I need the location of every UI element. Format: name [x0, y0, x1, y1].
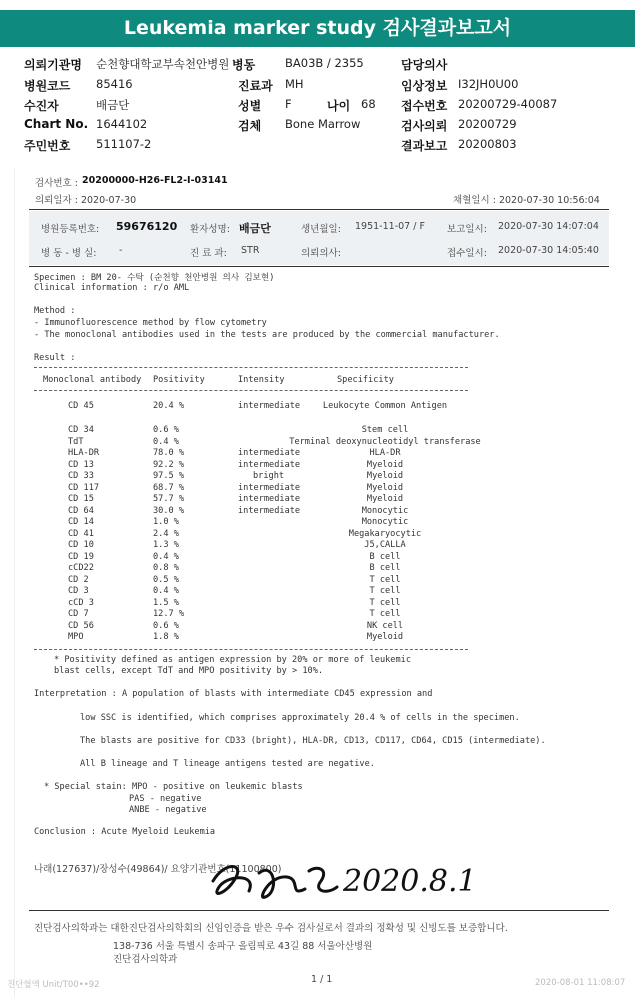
positivity-cell: 97.5 % [153, 471, 185, 481]
exam-no: 20200000-H26-FL2-I-03141 [82, 175, 228, 186]
specificity-cell: T cell [369, 609, 401, 619]
field-label-hospital-code: 병원코드 [24, 79, 71, 93]
specificity-cell: Myeloid [366, 494, 404, 504]
field-value-resident-no: 511107-2 [96, 137, 152, 151]
antibody-cell: TdT [68, 436, 84, 447]
ward-label: 병 동 - 병 실: [41, 248, 97, 259]
positivity-cell: 20.4 % [153, 401, 185, 411]
antibody-cell: CD 15 [68, 494, 94, 504]
specificity-cell: NK cell [366, 620, 404, 631]
clinical-line: Clinical information : r/o AML [34, 283, 190, 293]
antibody-cell: CD 14 [68, 517, 94, 527]
positivity-cell: 0.5 % [153, 574, 179, 585]
signers: 나래(127637)/장성수(49864)/ 요양기관번호(11100800) [34, 864, 282, 875]
field-label-resident-no: 주민번호 [24, 139, 71, 153]
certification-text: 진단검사의학과는 대한진단검사의학회의 신임인증을 받은 우수 검사실로서 결과의 정확성 및 신빙도를 보증합니다. [34, 923, 508, 934]
antibody-cell: cCD 3 [68, 597, 94, 608]
interpretation-line: All B lineage and T lineage antigens tested are negative. [80, 759, 375, 769]
doctor-label: 의뢰의사: [301, 248, 341, 259]
specificity-cell: Stem cell [361, 425, 409, 435]
receipt-time-value: 2020-07-30 14:05:40 [498, 245, 599, 256]
positivity-cell: 0.6 % [153, 425, 179, 435]
specificity-cell: Terminal deoxynucleotidyl transferase [289, 436, 481, 447]
field-value-sex: F [285, 97, 292, 111]
specificity-cell: Myeloid [366, 482, 404, 493]
interpretation-line: The blasts are positive for CD33 (bright), HLA-DR, CD13, CD117, CD64, CD15 (intermediate). [80, 736, 546, 746]
specificity-cell: Megakaryocytic [348, 528, 422, 539]
intensity-cell: intermediate [238, 494, 301, 504]
footnote-line: blast cells, except TdT and MPO positivity by > 10%. [54, 666, 324, 676]
exam-no-label: 검사번호 : [35, 178, 78, 189]
antibody-cell: CD 33 [68, 471, 94, 481]
antibody-cell: HLA-DR [68, 448, 100, 458]
positivity-cell: 0.6 % [153, 620, 179, 631]
positivity-cell: 68.7 % [153, 482, 185, 493]
field-value-chart-no: 1644102 [96, 117, 148, 131]
antibody-cell: CD 64 [68, 505, 94, 516]
field-label-clinical-info: 임상정보 [401, 79, 448, 93]
antibody-cell: CD 56 [68, 620, 94, 631]
positivity-cell: 0.4 % [153, 436, 179, 447]
table-rule [34, 390, 468, 391]
field-label-doctor: 담당의사 [401, 58, 448, 72]
antibody-cell: cCD22 [68, 563, 94, 573]
footnote-line: * Positivity defined as antigen expression by 20% or more of leukemic [54, 655, 411, 665]
request-date: 의뢰일자 : 2020-07-30 [35, 195, 137, 206]
dept-label: 진 료 과: [190, 248, 227, 259]
result-title: Result : [34, 353, 76, 363]
specificity-cell: HLA-DR [369, 448, 401, 458]
positivity-cell: 30.0 % [153, 505, 185, 516]
intensity-cell: intermediate [238, 505, 301, 516]
interpretation-line: low SSC is identified, which comprises approximately 20.4 % of cells in the specimen. [80, 713, 520, 723]
conclusion: Conclusion : Acute Myeloid Leukemia [34, 827, 216, 837]
antibody-cell: CD 34 [68, 425, 94, 435]
report-time-label: 보고일시: [447, 224, 487, 235]
address-line: 138-736 서울 특별시 송파구 올림픽로 43길 88 서울아산병원 [113, 941, 373, 952]
divider [29, 266, 609, 267]
report-time-value: 2020-07-30 14:07:04 [498, 221, 599, 232]
positivity-cell: 1.5 % [153, 597, 179, 608]
field-label-age: 나이 [327, 99, 351, 113]
field-value-dept: MH [285, 77, 304, 91]
intensity-cell: intermediate [238, 459, 301, 470]
signature [205, 851, 495, 911]
dept-value: STR [241, 245, 260, 256]
field-label-report-date: 결과보고 [401, 139, 448, 153]
antibody-cell: CD 117 [68, 482, 100, 493]
positivity-cell: 1.3 % [153, 540, 179, 550]
table-rule [34, 649, 468, 650]
field-label-receipt-no: 접수번호 [401, 99, 448, 113]
footer-right: 2020-08-01 11:08:07 [535, 978, 626, 988]
scanned-report [7, 168, 626, 997]
reg-no-value: 59676120 [116, 220, 178, 233]
birth-value: 1951-11-07 / F [355, 221, 425, 232]
specificity-cell: J5,CALLA [364, 540, 406, 550]
footer-left: 진단혈액 Unit/T00••92 [7, 980, 100, 990]
antibody-cell: CD 7 [68, 609, 89, 619]
field-value-report-date: 20200803 [458, 137, 517, 151]
field-label-patient: 수진자 [24, 99, 59, 113]
interpretation-line: Interpretation : A population of blasts with intermediate CD45 expression and [34, 689, 433, 699]
antibody-cell: CD 13 [68, 459, 94, 470]
specimen-line: Specimen : BM 20- 수탁 (순천향 천안병원 의사 김보현) [34, 273, 275, 283]
field-value-request-date: 20200729 [458, 117, 517, 131]
field-value-age: 68 [361, 97, 376, 111]
intensity-cell: bright [253, 471, 285, 481]
antibody-cell: CD 3 [68, 586, 89, 596]
positivity-cell: 1.8 % [153, 632, 179, 642]
divider [29, 209, 609, 210]
col-header-specificity: Specificity [337, 375, 394, 385]
name-label: 환자성명: [190, 224, 230, 235]
positivity-cell: 1.0 % [153, 517, 179, 527]
field-value-patient: 배금단 [96, 98, 130, 112]
positivity-cell: 92.2 % [153, 459, 185, 470]
field-label-dept: 진료과 [238, 79, 273, 93]
col-header-antibody: Monoclonal antibody [43, 375, 142, 385]
name-value: 배금단 [239, 222, 271, 235]
field-label-chart-no: Chart No. [24, 117, 89, 131]
positivity-cell: 2.4 % [153, 528, 179, 539]
specificity-cell: Monocytic [361, 517, 409, 527]
positivity-cell: 12.7 % [153, 609, 185, 619]
receipt-time-label: 접수일시: [447, 248, 487, 259]
positivity-cell: 78.0 % [153, 448, 185, 458]
antibody-cell: CD 2 [68, 574, 89, 585]
field-label-request-date: 검사의뢰 [401, 119, 448, 133]
positivity-cell: 57.7 % [153, 494, 185, 504]
field-label-institution: 의뢰기관명 [24, 58, 82, 72]
intensity-cell: intermediate [238, 482, 301, 493]
specificity-cell: B cell [369, 563, 401, 573]
stain-line: PAS - negative [129, 794, 202, 804]
ward-value: - [119, 245, 123, 256]
field-value-clinical-info: I32JH0U00 [458, 77, 519, 91]
field-label-specimen: 검체 [238, 119, 262, 133]
field-value-institution: 순천향대학교부속천안병원 [96, 57, 230, 71]
specificity-cell: B cell [369, 551, 401, 562]
specificity-cell: T cell [369, 574, 401, 585]
specificity-cell: T cell [369, 586, 401, 596]
svg-text:2020.8.1: 2020.8.1 [343, 864, 477, 899]
method-title: Method : [34, 306, 76, 316]
specificity-cell: Myeloid [366, 471, 404, 481]
field-label-ward: 병동 [232, 58, 256, 72]
reg-no-label: 병원등록번호: [41, 224, 100, 235]
antibody-cell: CD 41 [68, 528, 94, 539]
stain-line: ANBE - negative [129, 805, 207, 815]
col-header-positivity: Positivity [153, 375, 205, 385]
birth-label: 생년월일: [301, 224, 341, 235]
intensity-cell: intermediate [238, 401, 301, 411]
positivity-cell: 0.4 % [153, 586, 179, 596]
specificity-cell: T cell [369, 597, 401, 608]
positivity-cell: 0.4 % [153, 551, 179, 562]
antibody-cell: MPO [68, 632, 84, 642]
field-value-specimen: Bone Marrow [285, 117, 361, 131]
stain-line: * Special stain: MPO - positive on leukemic blasts [44, 782, 303, 792]
specificity-cell: Monocytic [361, 505, 409, 516]
dept-line: 진단검사의학과 [113, 954, 178, 965]
page-number: 1 / 1 [311, 974, 333, 985]
intensity-cell: intermediate [238, 448, 301, 458]
field-value-ward: BA03B / 2355 [285, 56, 364, 70]
antibody-cell: CD 45 [68, 401, 94, 411]
field-value-receipt-no: 20200729-40087 [458, 97, 558, 111]
report-banner: Leukemia marker study 검사결과보고서 [0, 10, 635, 47]
field-label-sex: 성별 [238, 99, 262, 113]
specificity-cell: Myeloid [366, 459, 404, 470]
field-value-hospital-code: 85416 [96, 77, 133, 91]
sample-date: 채혈일시 : 2020-07-30 10:56:04 [453, 195, 600, 206]
antibody-cell: CD 10 [68, 540, 94, 550]
method-line: - The monoclonal antibodies used in the tests are produced by the commercial manufacturer. [34, 330, 500, 340]
divider [29, 910, 609, 911]
specificity-cell: Myeloid [366, 632, 404, 642]
method-line: - Immunofluorescence method by flow cytometry [34, 318, 267, 328]
col-header-intensity: Intensity [238, 375, 285, 385]
antibody-cell: CD 19 [68, 551, 94, 562]
positivity-cell: 0.8 % [153, 563, 179, 573]
specificity-cell: Leukocyte Common Antigen [322, 401, 448, 411]
table-rule [34, 367, 468, 368]
